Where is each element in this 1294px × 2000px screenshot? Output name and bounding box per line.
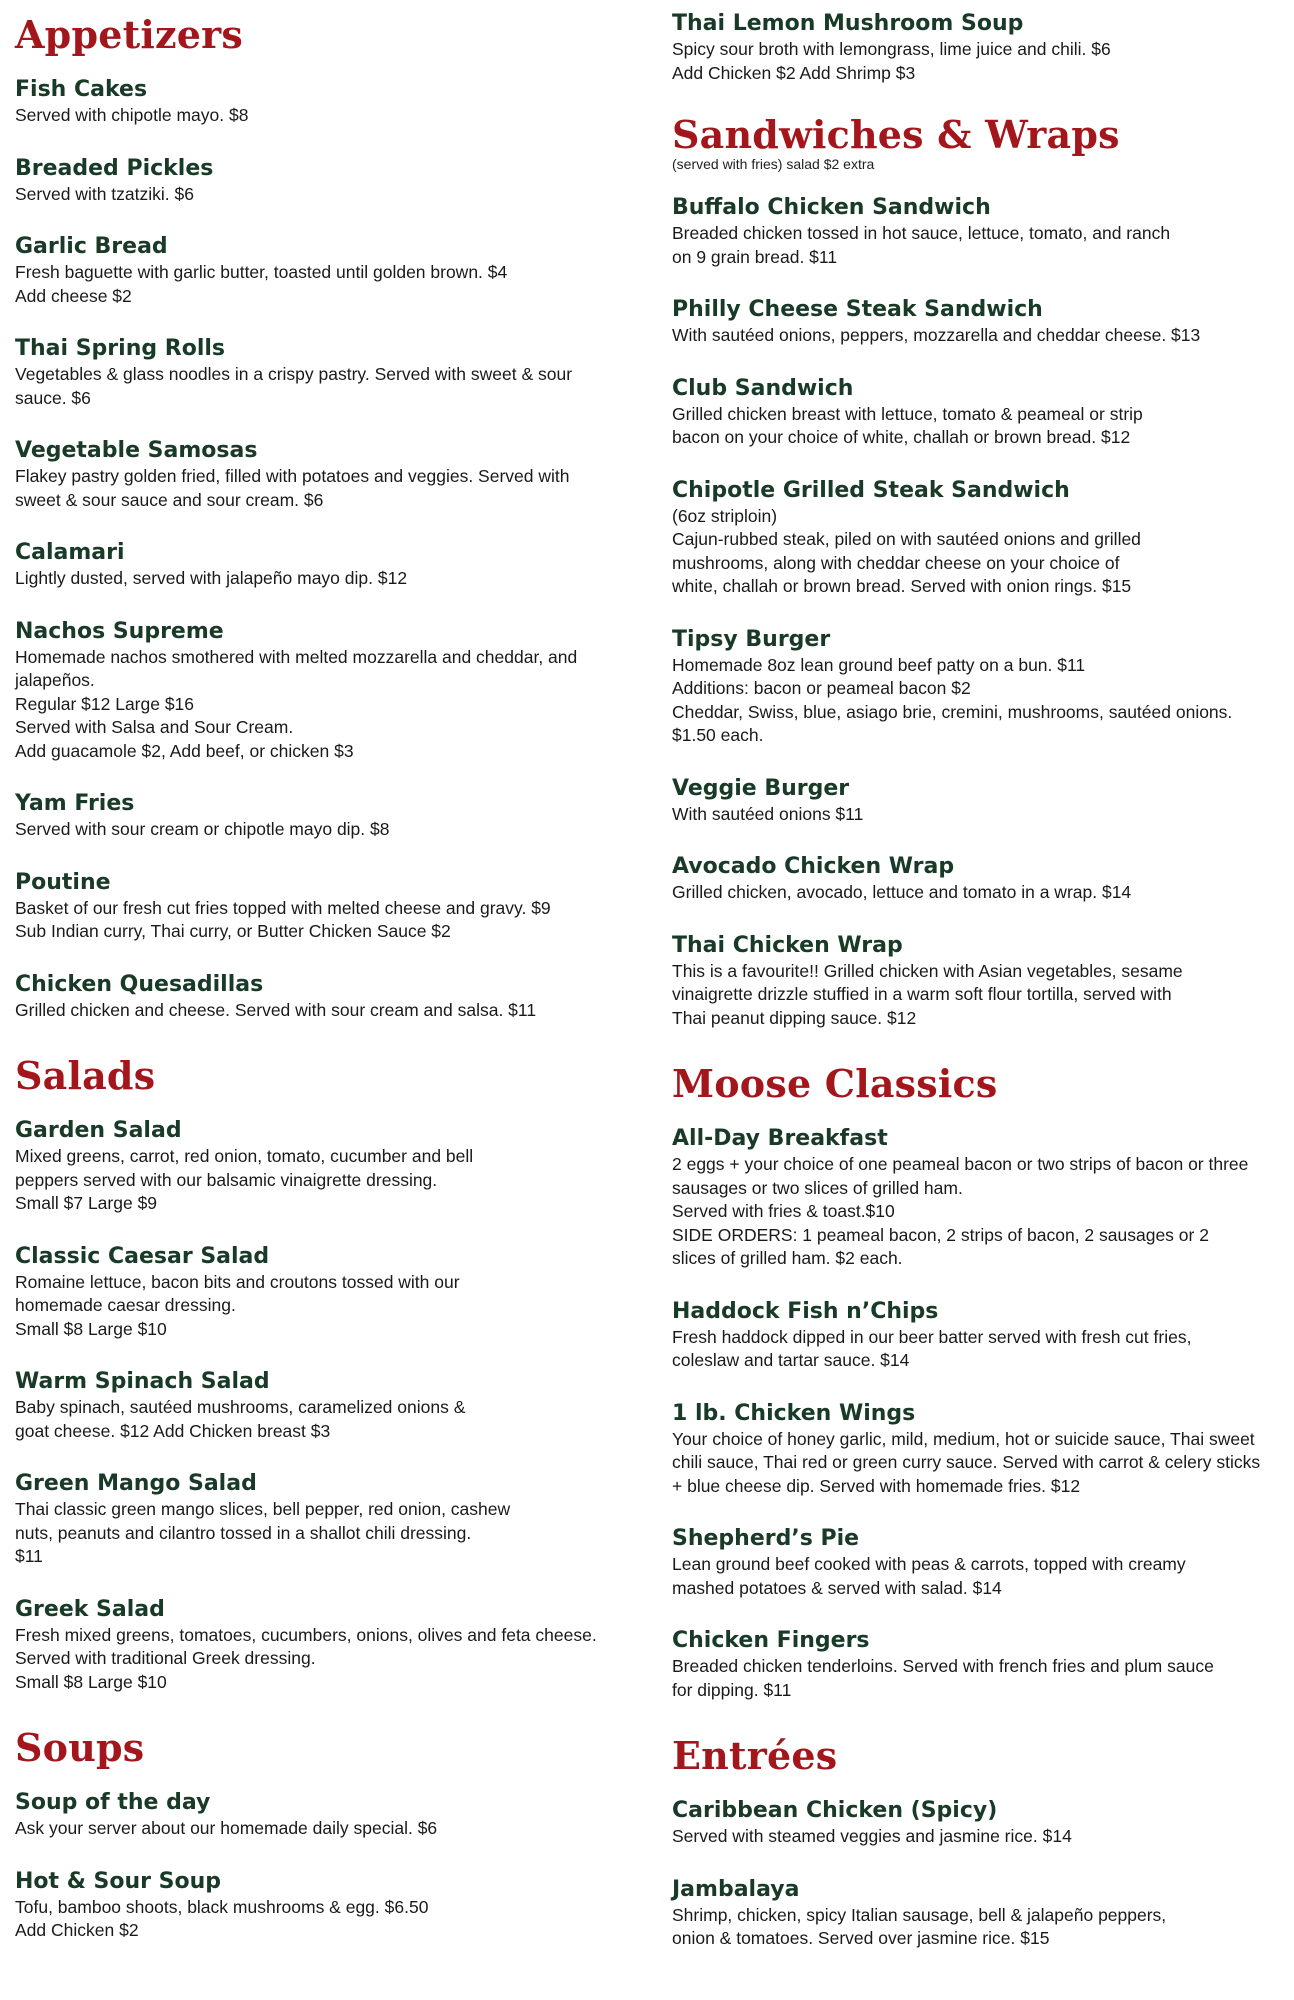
item-description: Fresh haddock dipped in our beer batter served with fresh cut fries,	[672, 1326, 1192, 1347]
item-description: slices of grilled ham. $2 each.	[672, 1248, 903, 1268]
item-name: Calamari	[15, 540, 125, 565]
menu-item-chicken-quesadillas	[15, 971, 536, 1023]
item-name: Nachos Supreme	[15, 618, 224, 644]
item-description: Spicy sour broth with lemongrass, lime juice and chili. $6	[672, 39, 1111, 59]
item-name: Hot & Sour Soup	[15, 1868, 222, 1894]
item-description: This is a favourite!! Grilled chicken with Asian vegetables, sesame	[672, 960, 1183, 981]
menu-item-1-lb-chicken-wings	[672, 1400, 1260, 1499]
menu-item-veggie-burger	[672, 775, 863, 827]
item-description: onion & tomatoes. Served over jasmine rice. $15	[672, 1928, 1050, 1948]
item-description: Baby spinach, sautéed mushrooms, caramelized onions &	[15, 1397, 466, 1417]
item-description: Breaded chicken tenderloins. Served with french fries and plum sauce	[672, 1656, 1214, 1676]
item-description: for dipping. $11	[672, 1679, 792, 1700]
menu-item-caribbean-chicken-spicy	[672, 1797, 1072, 1849]
item-description: $11	[15, 1546, 43, 1566]
item-description: Your choice of honey garlic, mild, medium, hot or suicide sauce, Thai sweet	[672, 1428, 1255, 1449]
item-name: Chipotle Grilled Steak Sandwich	[672, 477, 1070, 503]
item-description: peppers served with our balsamic vinaigrette dressing.	[15, 1169, 438, 1190]
menu-item-haddock-fish-n-chips	[672, 1298, 1191, 1373]
item-description: Homemade 8oz lean ground beef patty on a bun. $11	[672, 654, 1086, 675]
item-name: Thai Chicken Wrap	[672, 932, 903, 958]
menu-item-vegetable-samosas	[15, 437, 569, 512]
item-description: Add guacamole $2, Add beef, or chicken $3	[15, 740, 354, 761]
item-description: Add Chicken $2	[15, 1920, 139, 1940]
menu-item-classic-caesar-salad	[15, 1243, 460, 1342]
item-name: Chicken Quesadillas	[15, 971, 264, 997]
item-description: 2 eggs + your choice of one peameal bacon or two strips of bacon or three	[672, 1154, 1249, 1174]
item-name: Warm Spinach Salad	[15, 1369, 270, 1394]
item-description: Sub Indian curry, Thai curry, or Butter Chicken Sauce $2	[15, 921, 451, 941]
item-description: Breaded chicken tossed in hot sauce, lettuce, tomato, and ranch	[672, 223, 1171, 243]
item-description: bacon on your choice of white, challah or brown bread. $12	[672, 427, 1131, 447]
section-title-salads: Salads	[15, 1053, 156, 1098]
item-name: Fish Cakes	[15, 77, 148, 102]
item-description: Vegetables & glass noodles in a crispy pastry. Served with sweet & sour	[15, 364, 573, 384]
item-description: Served with steamed veggies and jasmine rice. $14	[672, 1826, 1072, 1846]
item-description: With sautéed onions, peppers, mozzarella and cheddar cheese. $13	[672, 325, 1201, 345]
item-name: Soup of the day	[15, 1790, 211, 1815]
item-description: Small $8 Large $10	[15, 1318, 167, 1339]
item-description: sausages or two slices of grilled ham.	[672, 1177, 963, 1198]
item-description: nuts, peanuts and cilantro tossed in a shallot chili dressing.	[15, 1522, 472, 1543]
menu-item-hot-sour-soup	[15, 1868, 428, 1943]
menu-item-calamari	[15, 539, 407, 591]
item-description: goat cheese. $12 Add Chicken breast $3	[15, 1420, 331, 1441]
menu-item-yam-fries	[15, 790, 389, 842]
item-description: Small $7 Large $9	[15, 1193, 158, 1213]
item-description: Served with traditional Greek dressing.	[15, 1648, 316, 1668]
menu-item-fish-cakes	[15, 76, 248, 128]
item-name: Poutine	[15, 869, 111, 895]
item-description: homemade caesar dressing.	[15, 1295, 236, 1315]
item-description: Thai peanut dipping sauce. $12	[672, 1007, 917, 1028]
item-name: Avocado Chicken Wrap	[672, 854, 955, 879]
menu-item-buffalo-chicken-sandwich	[672, 194, 1170, 269]
item-description: Add Chicken $2 Add Shrimp $3	[672, 62, 916, 83]
item-description: Cheddar, Swiss, blue, asiago brie, cremini, mushrooms, sautéed onions.	[672, 701, 1233, 722]
item-description: Grilled chicken and cheese. Served with sour cream and salsa. $11	[15, 999, 537, 1020]
item-description: Additions: bacon or peameal bacon $2	[672, 678, 971, 698]
item-description: Lean ground beef cooked with peas & carrots, topped with creamy	[672, 1554, 1186, 1574]
section-title-soups: Soups	[15, 1725, 145, 1770]
item-description: $1.50 each.	[672, 725, 764, 745]
item-description: sweet & sour sauce and sour cream. $6	[15, 489, 324, 510]
item-name: 1 lb. Chicken Wings	[672, 1400, 916, 1426]
item-description: mashed potatoes & served with salad. $14	[672, 1577, 1002, 1598]
menu-item-green-mango-salad	[15, 1470, 510, 1569]
item-description: Thai classic green mango slices, bell pepper, red onion, cashew	[15, 1499, 511, 1519]
item-description: Served with chipotle mayo. $8	[15, 105, 249, 125]
item-description: (6oz striploin)	[672, 505, 778, 526]
item-name: Green Mango Salad	[15, 1471, 257, 1496]
item-description: Lightly dusted, served with jalapeño mayo dip. $12	[15, 568, 408, 588]
item-description: Add cheese $2	[15, 285, 132, 306]
item-name: Thai Spring Rolls	[15, 336, 225, 361]
item-name: Veggie Burger	[672, 775, 850, 801]
item-name: Buffalo Chicken Sandwich	[672, 195, 991, 220]
menu-item-thai-spring-rolls	[15, 335, 572, 410]
item-description: Served with fries & toast.$10	[672, 1201, 895, 1221]
menu-item-garlic-bread	[15, 233, 507, 308]
item-name: Jambalaya	[672, 1876, 800, 1902]
item-description: Fresh mixed greens, tomatoes, cucumbers, onions, olives and feta cheese.	[15, 1624, 597, 1645]
item-name: Vegetable Samosas	[15, 438, 258, 463]
item-description: Basket of our fresh cut fries topped with melted cheese and gravy. $9	[15, 897, 551, 918]
item-name: Thai Lemon Mushroom Soup	[672, 11, 1024, 36]
item-description: Tofu, bamboo shoots, black mushrooms & egg. $6.50	[15, 1896, 429, 1917]
item-name: Yam Fries	[15, 791, 135, 816]
item-description: white, challah or brown bread. Served with onion rings. $15	[672, 576, 1132, 596]
menu-item-philly-cheese-steak-sandwich	[672, 296, 1200, 348]
menu-item-avocado-chicken-wrap	[672, 853, 1131, 905]
item-description: + blue cheese dip. Served with homemade fries. $12	[672, 1475, 1081, 1496]
menu-item-chicken-fingers	[672, 1627, 1214, 1702]
item-description: Ask your server about our homemade daily special. $6	[15, 1818, 438, 1838]
item-description: sauce. $6	[15, 387, 91, 408]
section-title-moose-classics: Moose Classics	[672, 1061, 998, 1106]
item-name: Garden Salad	[15, 1118, 182, 1143]
item-name: Greek Salad	[15, 1596, 165, 1622]
menu-item-thai-chicken-wrap	[672, 932, 1183, 1031]
item-name: Shepherd’s Pie	[672, 1526, 860, 1551]
item-description: vinaigrette drizzle stuffied in a warm soft flour tortilla, served with	[672, 984, 1172, 1004]
item-description: Romaine lettuce, bacon bits and croutons tossed with our	[15, 1271, 460, 1292]
item-name: Club Sandwich	[672, 375, 854, 401]
menu-item-poutine	[15, 869, 551, 944]
menu-item-thai-lemon-mushroom-soup	[672, 10, 1111, 85]
menu-item-breaded-pickles	[15, 155, 213, 207]
item-description: Small $8 Large $10	[15, 1671, 167, 1692]
menu-item-greek-salad	[15, 1596, 597, 1695]
section-title-appetizers: Appetizers	[15, 12, 243, 57]
item-description: Served with Salsa and Sour Cream.	[15, 717, 294, 737]
item-name: Classic Caesar Salad	[15, 1243, 270, 1269]
menu-item-jambalaya	[672, 1876, 1166, 1951]
item-description: Grilled chicken, avocado, lettuce and tomato in a wrap. $14	[672, 882, 1132, 902]
item-description: Served with sour cream or chipotle mayo dip. $8	[15, 819, 390, 839]
menu-item-club-sandwich	[672, 375, 1143, 450]
item-description: Served with tzatziki. $6	[15, 183, 194, 204]
item-description: mushrooms, along with cheddar cheese on your choice of	[672, 552, 1120, 573]
menu-item-chipotle-grilled-steak-sandwich	[672, 477, 1141, 599]
menu-item-garden-salad	[15, 1117, 473, 1216]
item-description: Homemade nachos smothered with melted mozzarella and cheddar, and	[15, 646, 578, 667]
item-name: Tipsy Burger	[672, 626, 831, 652]
item-description: on 9 grain bread. $11	[672, 246, 838, 267]
menu-item-nachos-supreme	[15, 618, 577, 764]
item-name: Breaded Pickles	[15, 155, 214, 181]
menu-item-shepherd-s-pie	[672, 1525, 1186, 1600]
item-description: Flakey pastry golden fried, filled with potatoes and veggies. Served with	[15, 466, 570, 486]
item-description: Shrimp, chicken, spicy Italian sausage, bell & jalapeño peppers,	[672, 1904, 1167, 1925]
menu-item-tipsy-burger	[672, 626, 1232, 748]
item-description: With sautéed onions $11	[672, 803, 864, 824]
section-title-entr-es: Entrées	[672, 1733, 838, 1778]
item-description: Mixed greens, carrot, red onion, tomato, cucumber and bell	[15, 1146, 474, 1166]
item-name: Garlic Bread	[15, 234, 168, 259]
item-description: SIDE ORDERS: 1 peameal bacon, 2 strips of bacon, 2 sausages or 2	[672, 1224, 1209, 1245]
item-description: jalapeños.	[15, 670, 95, 690]
menu-item-soup-of-the-day	[15, 1789, 437, 1841]
menu-item-warm-spinach-salad	[15, 1368, 465, 1443]
item-name: Chicken Fingers	[672, 1628, 870, 1653]
item-description: Regular $12 Large $16	[15, 693, 195, 714]
item-name: Caribbean Chicken (Spicy)	[672, 1798, 998, 1823]
item-description: Cajun-rubbed steak, piled on with sautéed onions and grilled	[672, 529, 1141, 549]
menu-item-all-day-breakfast	[672, 1125, 1248, 1271]
section-note: (served with fries) salad $2 extra	[672, 156, 875, 172]
section-title-sandwiches-wraps: Sandwiches & Wraps	[672, 112, 1120, 157]
item-description: chili sauce, Thai red or green curry sauce. Served with carrot & celery sticks	[672, 1452, 1261, 1472]
item-description: coleslaw and tartar sauce. $14	[672, 1350, 910, 1370]
item-name: All-Day Breakfast	[672, 1126, 888, 1151]
item-description: Fresh baguette with garlic butter, toasted until golden brown. $4	[15, 262, 508, 282]
item-name: Philly Cheese Steak Sandwich	[672, 297, 1043, 322]
item-description: Grilled chicken breast with lettuce, tomato & peameal or strip	[672, 403, 1143, 424]
item-name: Haddock Fish n’Chips	[672, 1298, 939, 1324]
